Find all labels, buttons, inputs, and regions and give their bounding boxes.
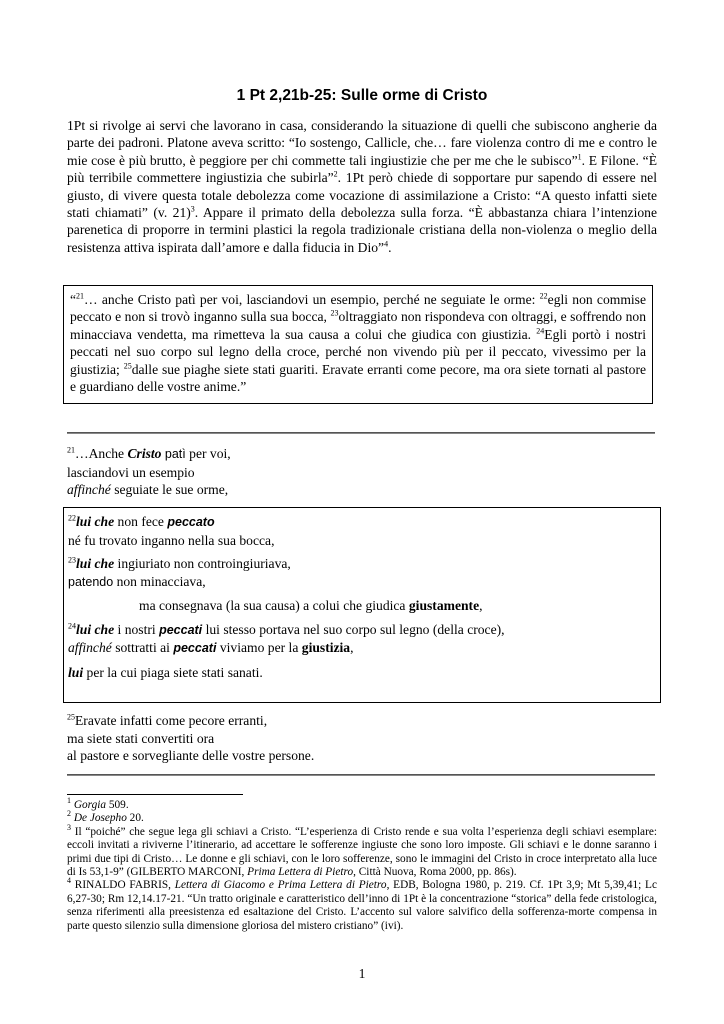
verse-text: Egli portò i nostri peccati nel suo corpo sul legno della croce, perché non vivendo più per il peccato, vivessimo per la giustizia; [70,326,646,377]
footnote-number: 3 [67,823,71,833]
footnote-number: 4 [67,876,71,886]
footnotes [67,796,657,933]
hymn-line [67,481,231,499]
hymn-text: non fece [114,514,168,529]
verse-number: 22 [68,513,76,523]
scripture-quote-box [63,285,653,404]
footnote-text: , Città Nuova, Roma 2000, pp. 86s). [353,866,517,879]
verse-text: egli non commise peccato e non si trovò inganno sulla sua bocca, [70,292,646,325]
hymn-text: , [479,598,483,613]
hymn-line: al pastore e sorvegliante delle vostre persone. [67,748,315,763]
hymn-keyword: affinché [68,640,112,655]
hymn-keyword: giustizia [301,640,351,655]
hymn-line [68,513,656,532]
scripture-quote [70,291,646,395]
hymn-line: né fu trovato inganno nella sua bocca, [68,532,275,548]
verse-number: 23 [330,308,339,318]
verse-text: dalle sue piaghe siete stati guariti. Eravate erranti come pecore, ma ora siete tornati al pastore e guardiano delle vostre anime.” [70,361,647,395]
footnote-text: RINALDO FABRIS, [71,879,175,892]
hymn-text: viviamo per la [216,640,302,655]
hymn-text: lui stesso portava nel suo corpo sul legno (della croce), [202,621,505,637]
section-divider-top [67,432,655,434]
hymn-keyword: lui che [76,556,115,571]
section-divider-bottom [67,774,655,776]
page-title: 1 Pt 2,21b-25: Sulle orme di Cristo [236,87,488,104]
hymn-keyword: lui [68,664,84,680]
hymn-line [67,445,231,464]
hymn-keyword: peccato [167,515,215,529]
hymn-closing [67,712,314,765]
footnote [67,809,657,825]
hymn-keyword: lui che [76,621,115,637]
footnote-number: 2 [67,809,71,819]
footnote-title: Gorgia [73,799,107,811]
hymn-text: ma consegnava (la sua causa) a colui che giudica [139,598,409,613]
hymn-text: Eravate infatti come pecore erranti, [75,713,268,728]
footnote-title: Prima Lettera di Pietro [247,866,354,879]
footnote-ref[interactable]: 2 [333,169,338,179]
hymn-line [68,621,656,640]
hymn-text: seguiate le sue orme, [110,482,229,497]
verse-number: 23 [68,555,76,565]
verse-number: 22 [539,291,548,301]
intro-text: . Appare il primato della debolezza sulla forza. “È abbastanza chiara l’intenzione parenetica di proporre in termini plastici la regola tradizionale cristiana della non-violenza o meglio della resistenza attiva ispirata dall’amore e dalla fiducia in Dio” [67,205,657,255]
footnote-number: 1 [67,796,71,806]
hymn-text: non minacciava, [113,573,206,589]
footnote-ref[interactable]: 3 [190,204,195,214]
hymn-line [68,597,656,615]
intro-paragraph [67,117,657,256]
hymn-line: lasciandovi un esempio [67,464,195,480]
verse-number: 21 [67,445,75,455]
footnote-ref[interactable]: 4 [384,239,389,249]
footnote [67,823,657,880]
hymn-box [63,507,661,703]
hymn-text: per la cui piaga siete stati sanati. [83,664,263,680]
footnote [67,796,657,812]
hymn-text: ingiuriato non controingiuriava, [114,556,291,571]
verse-text: … anche Cristo patì per voi, lasciandovi un esempio, perché ne seguiate le orme: [84,292,540,307]
footnote-text: 509. [106,799,129,811]
hymn-keyword: peccati [159,622,203,637]
hymn-keyword: peccati [173,641,217,655]
hymn-keyword: lui che [76,514,115,529]
intro-text: 1Pt si rivolge ai servi che lavorano in casa, considerando la situazione di quelli che subiscono angherie da parte dei padroni. Platone aveva scritto: “Io sostengo, Callicle, che… fare violenza contro di me e contro le mie cose è più brutto, è peggiore per chi commette tali ingiustizie che per me che le subisco” [67,118,657,168]
verse-number: 24 [68,620,76,630]
footnote-separator [67,794,243,795]
quote-mark: “ [70,292,77,307]
verse-number: 25 [123,361,132,371]
footnote-title: De Josepho [73,812,127,825]
hymn-text: …Anche [75,446,128,461]
hymn-text: i nostri [114,621,160,637]
hymn-text: per voi, [185,446,231,461]
intro-text: . E Filone. “È più terribile commettere ingiustizia che subirla” [67,152,657,186]
verse-text: oltraggiato non rispondeva con oltraggi, e soffrendo non minacciava vendetta, ma rimetteva la sua causa a colui che giudica con giustizia. [70,309,646,342]
hymn-line [67,712,314,730]
hymn-keyword: Cristo [127,446,162,461]
verse-number: 21 [76,291,85,301]
verse-number: 25 [67,712,75,722]
hymn-line: ma siete stati convertiti ora [67,730,215,746]
hymn-keyword: patì [164,447,186,461]
footnote-ref[interactable]: 1 [577,152,582,162]
hymn-intro [67,445,231,499]
footnote-text: , EDB, Bologna 1980, p. 219. Cf. 1Pt 3,9; Mt 5,39,41; Lc 6,27-30; Rm 12,14.17-21. “Un tratto originale e caratteristico dell’inno di 1Pt è la concentrazione “storica” della fede cristologica, senza riferimenti alla preesistenza ed esaltazione del Cristo. L’accento sul valore salvifico della sofferenza-morte compensa in parte questo silenzio sulla dimensione gloriosa del mistero cristiano” (ivi). [67,879,657,932]
hymn-line [68,555,656,573]
footnote [67,876,657,933]
footnote-title: Lettera di Giacomo e Prima Lettera di Pietro [174,879,387,892]
page-number: 1 [358,966,366,981]
hymn-line [68,664,656,682]
intro-text: . 1Pt però chiede di sopportare pur sapendo di essere nel giusto, di vivere questa totale debolezza come vocazione di assimilazione a Cristo: “A questo infatti siete stati chiamati” (v. 21) [67,170,657,221]
hymn-keyword: patendo [68,574,114,589]
verse-number: 24 [536,326,545,336]
hymn-line [68,639,656,658]
footnote-text: Il “poiché” che segue lega gli schiavi a Cristo. “L’esperienza di Cristo rende e sua volta l’esperienza degli schiavi esemplare: eccoli invitati a riviverne l’itinerario, ad accettare le sofferenze ingiuste che sono loro imposte. Gli schiavi e le donne saranno i primi due tipi di Cristo… Le donne e gli schiavi, con le loro sofferenze, sono le immagini del Cristo in croce interpretato alla luce di Is 53,1-9” (GILBERTO MARCONI, [67,825,657,879]
footnote-text: 20. [126,812,144,825]
hymn-text: , [350,640,354,655]
hymn-keyword: affinché [67,482,111,497]
hymn-text: sottratti ai [111,640,174,655]
intro-text: . [388,239,392,255]
hymn-keyword: giustamente [408,598,480,613]
hymn-line [68,573,656,592]
